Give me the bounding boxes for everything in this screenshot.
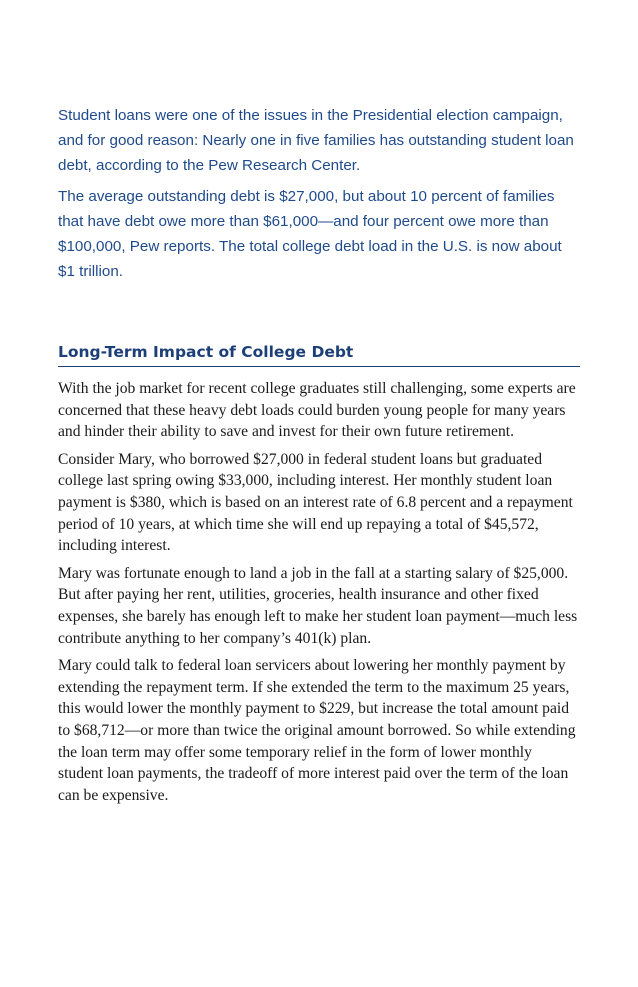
intro-paragraph: The average outstanding debt is $27,000, but about 10 percent of families that have debt owe more than $61,000—and four percent owe more than $100,000, Pew reports. The total college debt load in the U.S. is now about $1 trillion. xyxy=(58,188,562,280)
body-paragraph: Mary could talk to federal loan servicers about lowering her monthly payment by extending the repayment term. If she extended the term to the maximum 25 years, this would lower the monthly payment to $229, but increase the total amount paid to $68,712—or more than twice the original amount borrowed. So while extending the loan term may offer some temporary relief in the form of lower monthly student loan payments, the tradeoff of more interest paid over the term of the loan can be expensive. xyxy=(58,657,576,804)
document-page xyxy=(58,103,580,804)
body-paragraph: Mary was fortunate enough to land a job in the fall at a starting salary of $25,000. But after paying her rent, utilities, groceries, health insurance and other fixed expenses, she barely has enough left to make her student loan payment—much less contribute anything to her company’s 401(k) plan. xyxy=(58,564,578,647)
section-heading: Long-Term Impact of College Debt xyxy=(58,343,580,367)
intro-paragraph: Student loans were one of the issues in the Presidential election campaign, and for good reason: Nearly one in five families has outstanding student loan debt, according to the Pew Research Center. xyxy=(58,107,574,174)
body-paragraph: Consider Mary, who borrowed $27,000 in federal student loans but graduated college last spring owing $33,000, including interest. Her monthly student loan payment is $380, which is based on an interest rate of 6.8 percent and a repayment period of 10 years, at which time she will end up repaying a total of $45,572, including interest. xyxy=(58,450,573,555)
intro-block xyxy=(58,103,580,284)
section-body xyxy=(58,378,580,812)
body-paragraph: With the job market for recent college graduates still challenging, some experts are concerned that these heavy debt loads could burden young people for many years and hinder their ability to save and invest for their own future retirement. xyxy=(58,380,576,441)
